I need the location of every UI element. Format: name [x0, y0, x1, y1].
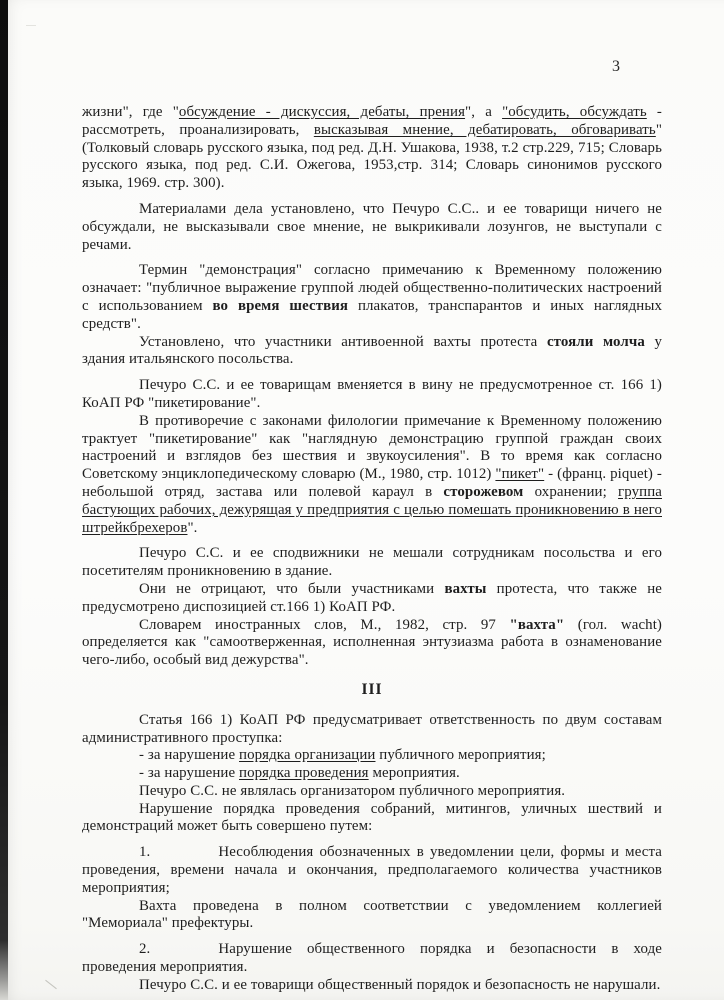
paragraph [82, 413, 662, 538]
text-run: Установлено, что участники антивоенной вахты протеста [139, 333, 547, 350]
text-run: Словарем иностранных слов, М., 1982, стр. 97 [139, 616, 510, 633]
text-run: Материалами дела установлено, что Печуро С.С.. и ее товарищи ничего не обсуждали, не высказывали свое мнение, не выкрикивали лозунгов, не выступали с речами. [82, 200, 662, 253]
scan-artifact [45, 980, 57, 989]
text-run: В противоречие с законами филологии примечание к Временному положению трактует "пикетирование" как "наглядную демонстрацию группой граждан своих настроений и взглядов без шествия и звукоусиления". В то время как согласно Советскому энциклопедическому словарю (М., 1980, стр. 1012) [82, 412, 662, 483]
text-run: - за нарушение [139, 765, 240, 782]
text-run: сторожевом [443, 483, 524, 500]
text-run: охранении; [523, 483, 619, 500]
paragraph [82, 262, 662, 333]
text-run: Печуро С.С. и ее товарищам вменяется в вину не предусмотренное ст. 166 1) КоАП РФ "пикетирование". [82, 377, 662, 411]
numbered-item [82, 941, 662, 977]
paper-edge-tick [26, 25, 36, 26]
text-run: группа бастующих рабочих, дежурящая у предприятия с целью помешать проникновению в него штрейкбрехеров [82, 483, 662, 536]
text-run: мероприятия. [368, 765, 460, 782]
text-run: "обсудить, обсуждать [502, 104, 647, 120]
paragraph [82, 617, 662, 670]
text-run: Нарушение общественного порядка и безопасности в ходе проведения мероприятия. [82, 941, 662, 976]
text-run: во время шествия [212, 297, 349, 314]
paragraph [82, 545, 662, 581]
text-run: порядка организации [239, 747, 376, 764]
text-run: высказывая мнение, дебатировать, обговаривать [313, 121, 656, 138]
text-run: жизни", где " [82, 104, 179, 120]
paper-edge-line [26, 25, 27, 996]
list-item [82, 765, 662, 783]
text-run: Печуро С.С. не являлась организатором публичного мероприятия. [139, 782, 566, 799]
text-run: обсуждение - дискуссия, дебаты, прения [178, 104, 466, 120]
text-run: (гол. wacht) определяется как "самоотверженная, исполненная энтузиазма работа в ознаменование чего-либо, особый вид дежурства". [82, 616, 662, 669]
text-run: ". [187, 519, 198, 536]
paragraph [82, 377, 662, 413]
text-run: "пикет" [495, 466, 545, 483]
text-run: " (Толковый словарь русского языка, под ред. Д.Н. Ушакова, 1938, т.2 стр.229, 715; Словарь русского языка, под ред. С.И. Ожегова, 1953,стр. 314; Словарь синонимов русского языка, 1969. стр. 300). [82, 121, 662, 192]
item-number: 1. [139, 844, 151, 861]
paragraph [82, 334, 662, 370]
text-run: - рассмотреть, проанализировать, [82, 104, 662, 138]
page-number: 3 [612, 58, 620, 75]
text-run: Печуро С.С. и ее товарищи общественный порядок и безопасность не нарушали. [139, 976, 661, 993]
text-run: публичного мероприятия; [375, 747, 546, 764]
text-run: III [361, 680, 383, 698]
paragraph [82, 783, 662, 801]
paragraph [82, 801, 662, 837]
paragraph [82, 898, 662, 934]
text-run: Статья 166 1) КоАП РФ предусматривает ответственность по двум составам административного проступка: [82, 711, 662, 746]
text-run: ", а [465, 104, 503, 120]
text-run: - за нарушение [139, 747, 240, 764]
text-run: "вахта" [509, 616, 565, 633]
text-run: порядка проведения [239, 765, 369, 782]
section-heading [82, 681, 662, 699]
document-body [82, 104, 662, 995]
paragraph [82, 104, 662, 193]
text-run: Печуро С.С. и ее сподвижники не мешали сотрудникам посольства и его посетителям проникновению в здание. [82, 545, 662, 580]
text-run: протеста, что также не предусмотрено диспозицией ст.166 1) КоАП РФ. [82, 580, 662, 615]
text-run: плакатов, транспарантов и иных наглядных средств". [82, 297, 662, 332]
text-run: Они не отрицают, что были участниками [139, 580, 445, 597]
paragraph [82, 977, 662, 995]
paragraph [82, 712, 662, 748]
item-number: 2. [139, 941, 151, 958]
scan-edge-bar [0, 0, 8, 1000]
text-run: Несоблюдения обозначенных в уведомлении цели, формы и места проведения, времени начала и окончания, предполагаемого количества участников мероприятия; [82, 844, 662, 896]
text-run: Нарушение порядка проведения собраний, митингов, уличных шествий и демонстраций может быть совершено путем: [82, 800, 662, 835]
text-run: Термин "демонстрация" согласно примечанию к Временному положению означает: "публичное выражение группой людей общественно-политических настроений с использованием [82, 262, 662, 314]
text-run: Вахта проведена в полном соответствии с уведомлением коллегией "Мемориала" префектуры. [82, 897, 662, 932]
paragraph [82, 201, 662, 254]
paragraph [82, 581, 662, 617]
list-item [82, 747, 662, 765]
text-run: у здания итальянского посольства. [82, 333, 662, 368]
text-run: - (франц. piquet) - небольшой отряд, застава или полевой караул в [82, 466, 662, 500]
text-run: стояли молча [546, 333, 645, 350]
numbered-item [82, 844, 662, 897]
text-run: вахты [444, 580, 487, 597]
